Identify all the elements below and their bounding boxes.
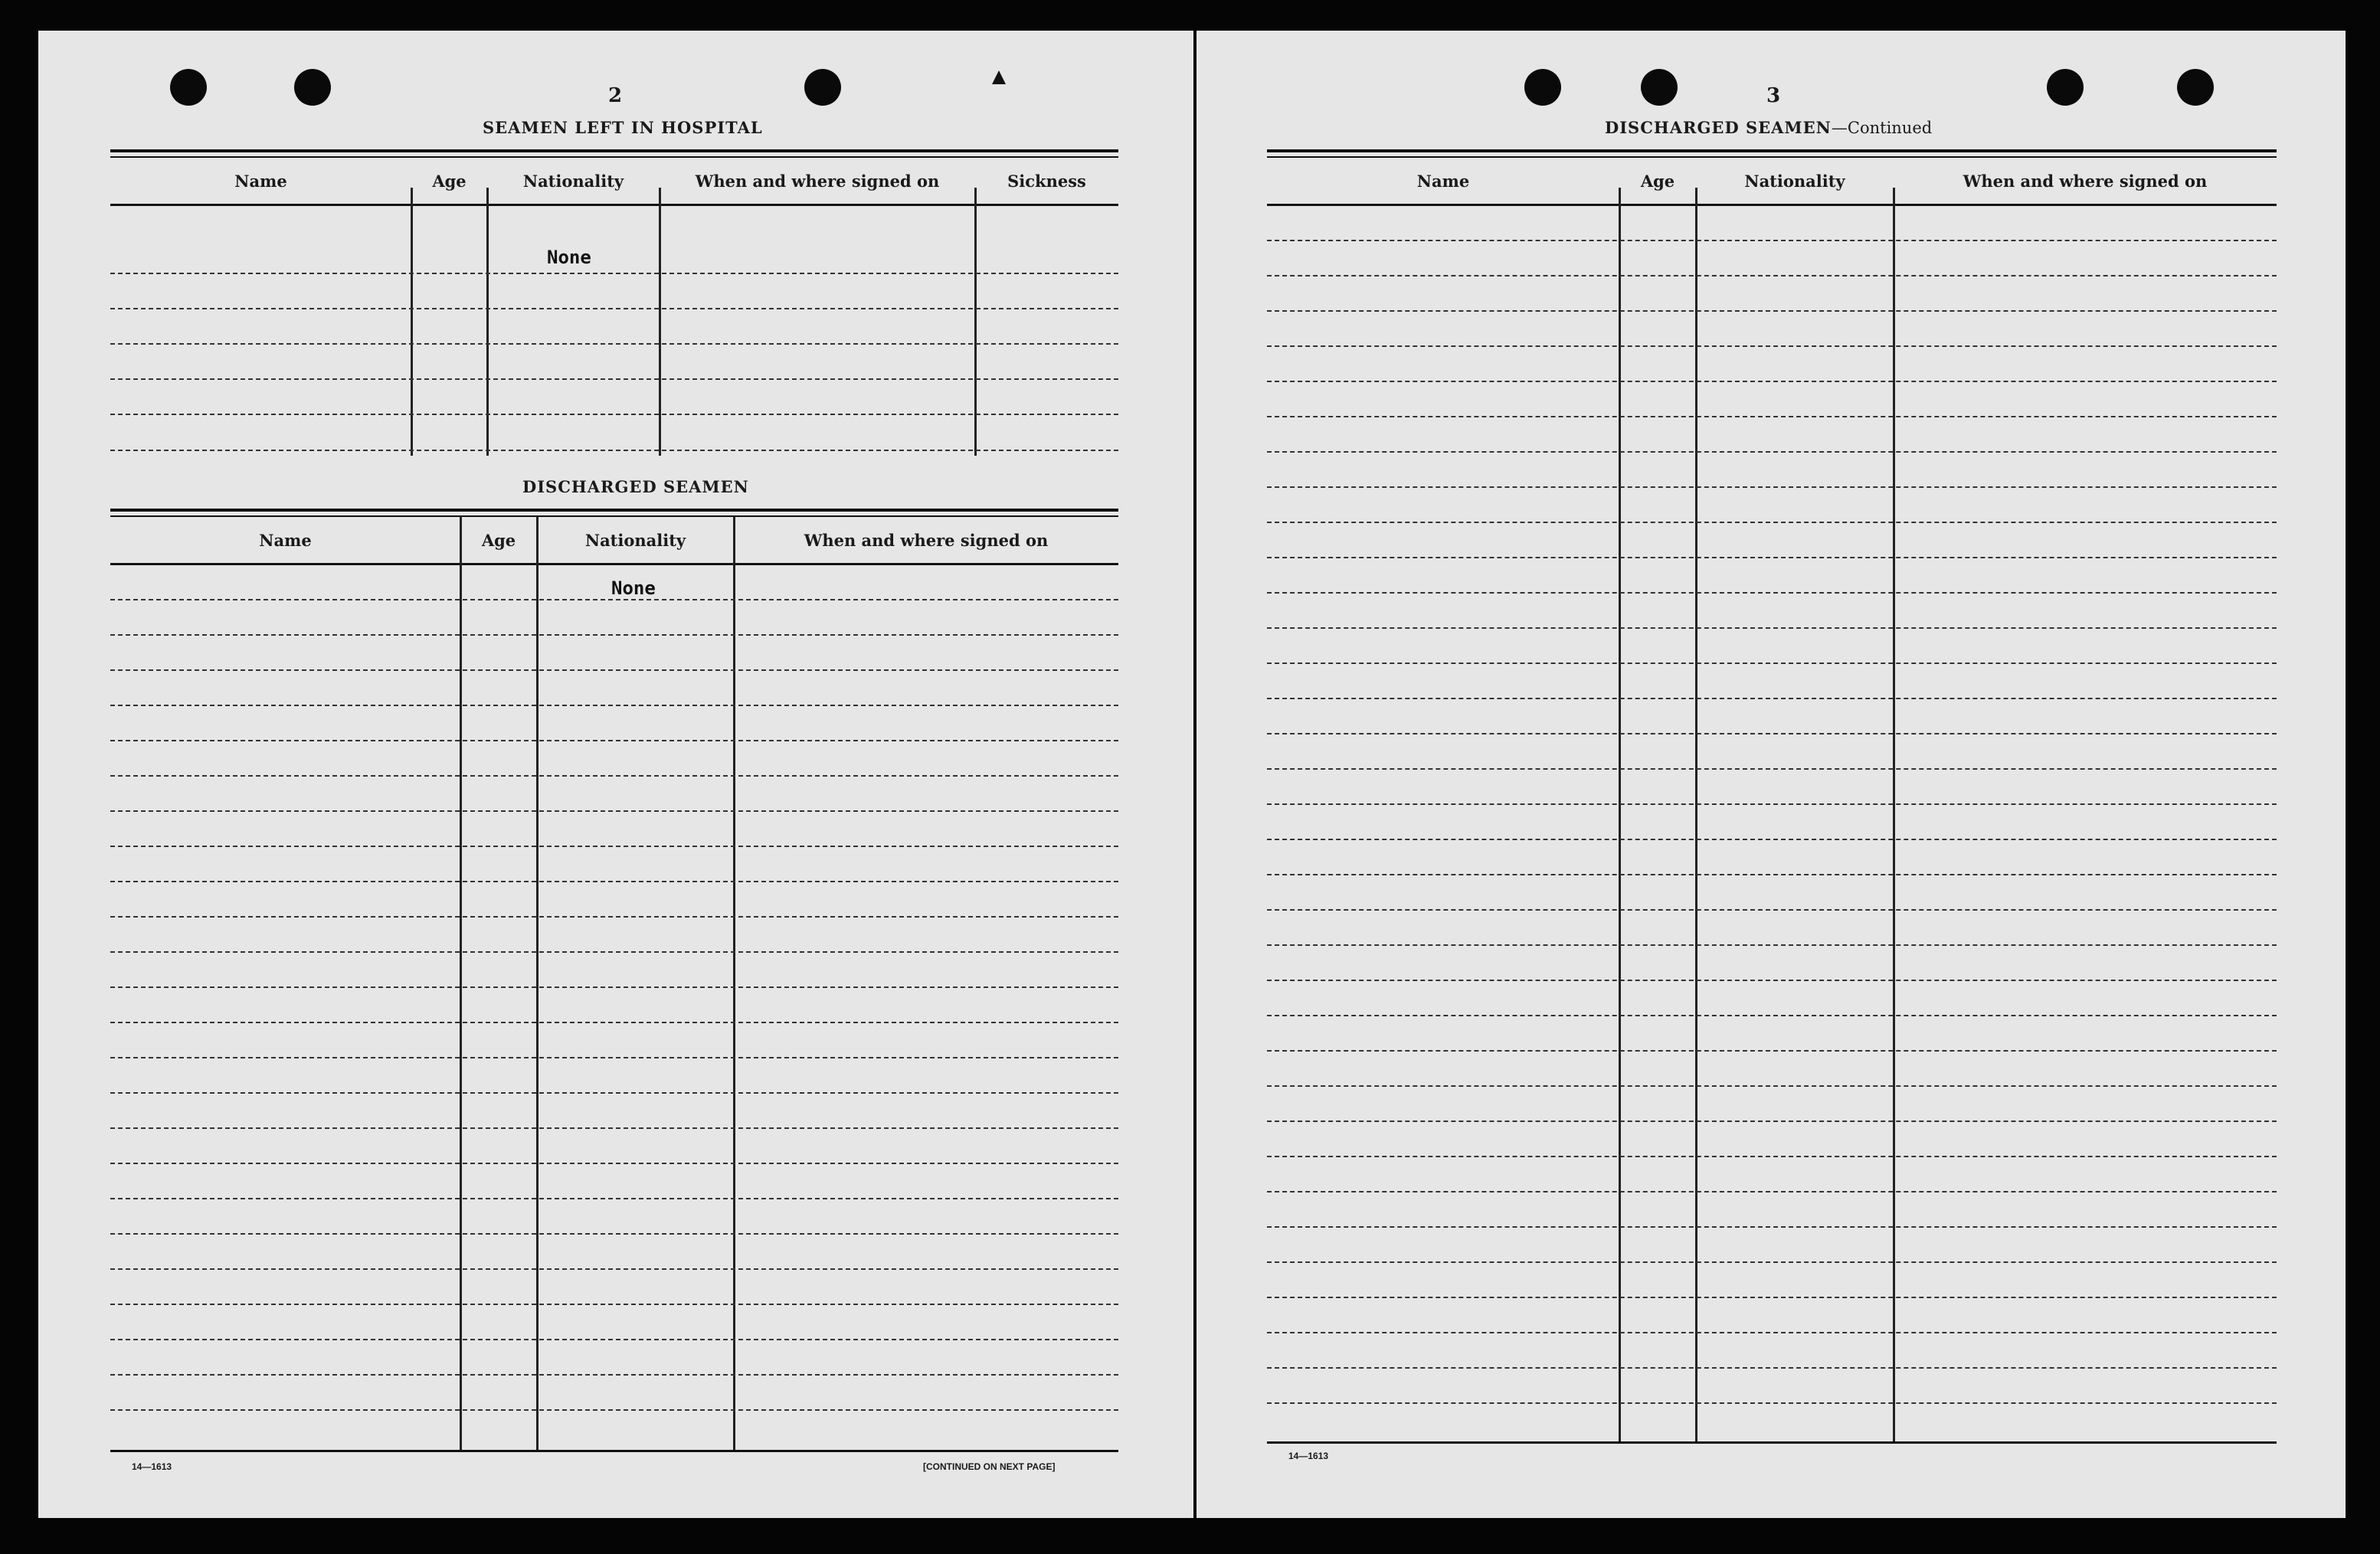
entry-line: [1267, 1261, 2277, 1263]
entry-line: [110, 1339, 1118, 1340]
discharged-continued-table: [1267, 149, 2277, 1444]
entry-line: [1267, 1121, 2277, 1122]
entry-line: [110, 634, 1118, 636]
column-header-nationality: Nationality: [584, 530, 686, 550]
table-header: [110, 158, 1118, 206]
column-divider: [974, 188, 977, 456]
entry-line: [110, 1268, 1118, 1270]
entry-line: [110, 951, 1118, 953]
entry-line: [1267, 1297, 2277, 1298]
entry-line: [1267, 944, 2277, 946]
column-divider: [536, 516, 539, 1452]
punch-hole: [294, 69, 331, 106]
entry-line: [110, 705, 1118, 706]
column-divider: [411, 188, 413, 456]
entry-line: [1267, 1367, 2277, 1369]
entry-line: [1267, 909, 2277, 911]
entry-line: [110, 1127, 1118, 1129]
entry-line: [1267, 1402, 2277, 1404]
entry-line: [1267, 345, 2277, 347]
column-header-nationality: Nationality: [522, 171, 624, 191]
entry-line: [1267, 768, 2277, 770]
entry-line: [1267, 1156, 2277, 1157]
entry-line: [110, 273, 1118, 274]
entry-line: [110, 343, 1118, 345]
punch-hole: [1524, 69, 1561, 106]
form-number: 14—1613: [1288, 1451, 1329, 1461]
entry-line: [1267, 1050, 2277, 1052]
entry-line: [110, 881, 1118, 882]
punch-hole: [1641, 69, 1678, 106]
entry-line: [1267, 839, 2277, 840]
entry-line: [1267, 310, 2277, 312]
table-header: [1267, 158, 2277, 206]
double-rule: [110, 509, 1118, 517]
column-header-signed-on: When and where signed on: [1963, 171, 2208, 191]
page-number: 2: [608, 84, 623, 107]
column-header-age: Age: [1640, 171, 1675, 191]
column-divider: [1695, 188, 1697, 1444]
entry-line: [1267, 486, 2277, 488]
entry-line: [110, 1163, 1118, 1164]
entry-line: [110, 740, 1118, 741]
hospital-table: [110, 149, 1118, 456]
column-header-name: Name: [1416, 171, 1470, 191]
entry-line: [110, 414, 1118, 415]
discharged-table: [110, 509, 1118, 1452]
pen-mark: [992, 70, 1006, 84]
title-continued: —Continued: [1831, 119, 1933, 137]
column-divider: [460, 516, 462, 1452]
column-divider: [486, 188, 489, 456]
column-divider: [733, 516, 735, 1452]
entry-line: [1267, 381, 2277, 382]
entry-line: [1267, 980, 2277, 981]
entry-line: [110, 810, 1118, 812]
entry-line: [1267, 1332, 2277, 1333]
punch-hole: [170, 69, 207, 106]
entry-line: [110, 669, 1118, 671]
discharged-continued-title: [1605, 118, 1932, 137]
column-header-name: Name: [234, 171, 287, 191]
entry-line: [110, 1304, 1118, 1305]
column-divider: [1619, 188, 1621, 1444]
entry-line: [1267, 1226, 2277, 1228]
double-rule: [110, 149, 1118, 158]
table-bottom-rule: [1267, 1441, 2277, 1444]
column-divider: [1893, 188, 1895, 1444]
column-header-sickness: Sickness: [1007, 171, 1086, 191]
column-header-age: Age: [432, 171, 467, 191]
entry-line: [1267, 1085, 2277, 1087]
entry-line: [1267, 592, 2277, 594]
column-header-signed-on: When and where signed on: [804, 530, 1049, 550]
table-header: [110, 517, 1118, 565]
column-header-signed-on: When and where signed on: [695, 171, 940, 191]
entry-line: [110, 599, 1118, 600]
entry-line: [110, 1409, 1118, 1411]
punch-hole: [804, 69, 841, 106]
entry-line: [110, 450, 1118, 451]
entry-line: [1267, 275, 2277, 276]
entry-line: [110, 846, 1118, 847]
discharged-section-title: DISCHARGED SEAMEN: [522, 477, 749, 496]
typed-entry-none: None: [547, 247, 591, 268]
entry-line: [110, 1233, 1118, 1235]
column-divider: [659, 188, 661, 456]
page-2: [38, 31, 1193, 1518]
entry-line: [1267, 240, 2277, 241]
title-main: DISCHARGED SEAMEN: [1605, 118, 1832, 137]
entry-line: [1267, 627, 2277, 629]
entry-line: [110, 1092, 1118, 1094]
entry-line: [1267, 662, 2277, 664]
entry-line: [110, 1374, 1118, 1376]
entry-line: [1267, 1015, 2277, 1016]
typed-entry-none: None: [611, 577, 656, 599]
punch-hole: [2047, 69, 2084, 106]
hospital-section-title: SEAMEN LEFT IN HOSPITAL: [483, 118, 763, 137]
entry-line: [1267, 557, 2277, 558]
entry-line: [110, 1057, 1118, 1058]
column-header-name: Name: [259, 530, 312, 550]
entry-line: [110, 378, 1118, 380]
entry-line: [110, 308, 1118, 309]
entry-line: [1267, 416, 2277, 417]
entry-line: [110, 775, 1118, 777]
entry-line: [110, 1022, 1118, 1023]
column-header-age: Age: [481, 530, 516, 550]
column-header-nationality: Nationality: [1744, 171, 1845, 191]
page-3: [1197, 31, 2346, 1518]
entry-line: [1267, 733, 2277, 734]
double-rule: [1267, 149, 2277, 158]
entry-line: [110, 1198, 1118, 1199]
continued-note: [CONTINUED ON NEXT PAGE]: [923, 1461, 1056, 1472]
page-number: 3: [1766, 84, 1781, 107]
entry-line: [110, 916, 1118, 918]
table-bottom-rule: [110, 1450, 1118, 1452]
entry-line: [110, 986, 1118, 988]
entry-line: [1267, 803, 2277, 805]
entry-line: [1267, 522, 2277, 523]
entry-line: [1267, 698, 2277, 699]
punch-hole: [2177, 69, 2214, 106]
entry-line: [1267, 874, 2277, 875]
entry-line: [1267, 451, 2277, 453]
form-number: 14—1613: [132, 1461, 172, 1472]
entry-line: [1267, 1191, 2277, 1192]
